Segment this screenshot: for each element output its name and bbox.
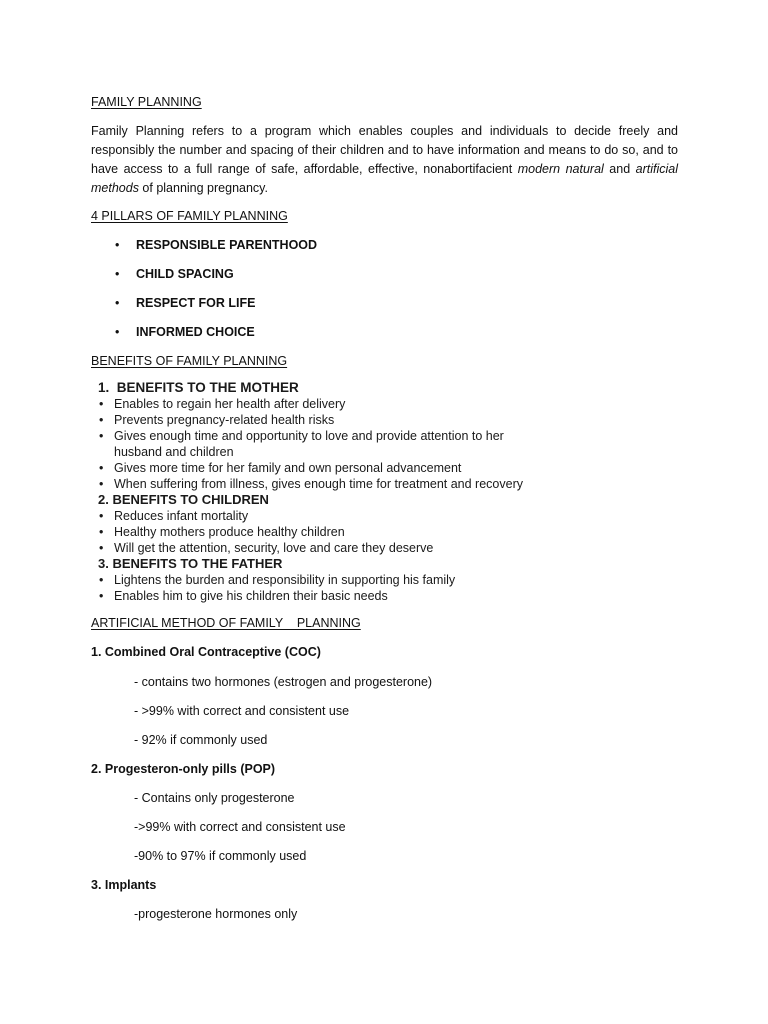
pillar-item: [115, 296, 255, 310]
bullet-icon: •: [115, 296, 120, 310]
bullet-icon: •: [99, 461, 104, 475]
list-item: [98, 460, 658, 476]
list-item-text: Will get the attention, security, love and care they deserve: [114, 541, 434, 555]
bullet-icon: •: [99, 541, 104, 555]
list-item: [98, 588, 658, 604]
method-detail: -90% to 97% if commonly used: [134, 849, 307, 863]
pillar-label: INFORMED CHOICE: [136, 325, 255, 339]
list-item: [98, 396, 658, 412]
list-item-text: Healthy mothers produce healthy children: [114, 525, 345, 539]
list-item: [98, 412, 658, 428]
benefits-children-title: 2. BENEFITS TO CHILDREN: [98, 492, 269, 507]
list-item-text: Enables to regain her health after delivery: [114, 397, 346, 411]
benefits-father-title: 3. BENEFITS TO THE FATHER: [98, 556, 283, 571]
method-detail: - >99% with correct and consistent use: [134, 704, 350, 718]
intro-italic-artificial-methods: artificial methods: [91, 162, 678, 195]
pillar-label: CHILD SPACING: [136, 267, 234, 281]
list-item: [98, 476, 658, 492]
artificial-methods-heading: ARTIFICIAL METHOD OF FAMILY PLANNING: [91, 616, 361, 630]
bullet-icon: •: [115, 238, 120, 252]
intro-italic-modern-natural: modern natural: [517, 162, 604, 176]
bullet-icon: •: [99, 413, 104, 427]
method-title: 3. Implants: [91, 878, 157, 892]
pillar-label: RESPONSIBLE PARENTHOOD: [136, 238, 318, 252]
list-item-text: When suffering from illness, gives enough time for treatment and recovery: [114, 477, 523, 491]
bullet-icon: •: [99, 573, 104, 587]
method-title: 1. Combined Oral Contraceptive (COC): [91, 645, 321, 659]
pillars-heading: 4 PILLARS OF FAMILY PLANNING: [91, 209, 288, 223]
bullet-icon: •: [99, 509, 104, 523]
method-detail: - 92% if commonly used: [134, 733, 268, 747]
list-item-text: Gives more time for her family and own personal advancement: [114, 461, 462, 475]
list-item-text: Enables him to give his children their basic needs: [114, 589, 388, 603]
bullet-icon: •: [99, 477, 104, 491]
list-item: [98, 524, 658, 540]
benefits-section: [98, 380, 658, 604]
list-item: [98, 572, 658, 588]
intro-text-part1: Family Planning refers to a program which enables couples and individuals to decide freely and responsibly the number and spacing of their children and to have information and means to do so, and to have access to a full range of safe, affordable, effective, nonabortifacient: [91, 124, 678, 176]
document-title: FAMILY PLANNING: [91, 95, 202, 109]
bullet-icon: •: [99, 397, 104, 411]
method-title: 2. Progesteron-only pills (POP): [91, 762, 276, 776]
bullet-icon: •: [99, 525, 104, 539]
benefits-father-list: [98, 572, 658, 604]
list-item-text: Reduces infant mortality: [114, 509, 249, 523]
list-item-text: Prevents pregnancy-related health risks: [114, 413, 335, 427]
benefits-children-list: [98, 508, 658, 556]
method-detail: ->99% with correct and consistent use: [134, 820, 346, 834]
list-item: [98, 508, 658, 524]
list-item-text: Gives enough time and opportunity to love and provide attention to her husband and children: [114, 429, 504, 459]
pillar-item: [115, 238, 317, 252]
list-item-text: Lightens the burden and responsibility in supporting his family: [114, 573, 456, 587]
pillar-item: [115, 267, 234, 281]
pillar-label: RESPECT FOR LIFE: [136, 296, 256, 310]
benefits-mother-title: 1. BENEFITS TO THE MOTHER: [98, 380, 299, 395]
bullet-icon: •: [115, 325, 120, 339]
bullet-icon: •: [99, 429, 104, 443]
list-item: [98, 428, 514, 460]
benefits-heading: BENEFITS OF FAMILY PLANNING: [91, 354, 288, 368]
intro-text-part2: and: [603, 162, 636, 176]
intro-text-part3: of planning pregnancy.: [138, 181, 268, 195]
intro-paragraph: [91, 122, 678, 198]
benefits-mother-list: [98, 396, 658, 492]
list-item: [98, 540, 658, 556]
method-detail: - contains two hormones (estrogen and progesterone): [134, 675, 433, 689]
bullet-icon: •: [115, 267, 120, 281]
method-detail: - Contains only progesterone: [134, 791, 295, 805]
pillar-item: [115, 325, 255, 339]
method-detail: -progesterone hormones only: [134, 907, 298, 921]
bullet-icon: •: [99, 589, 104, 603]
